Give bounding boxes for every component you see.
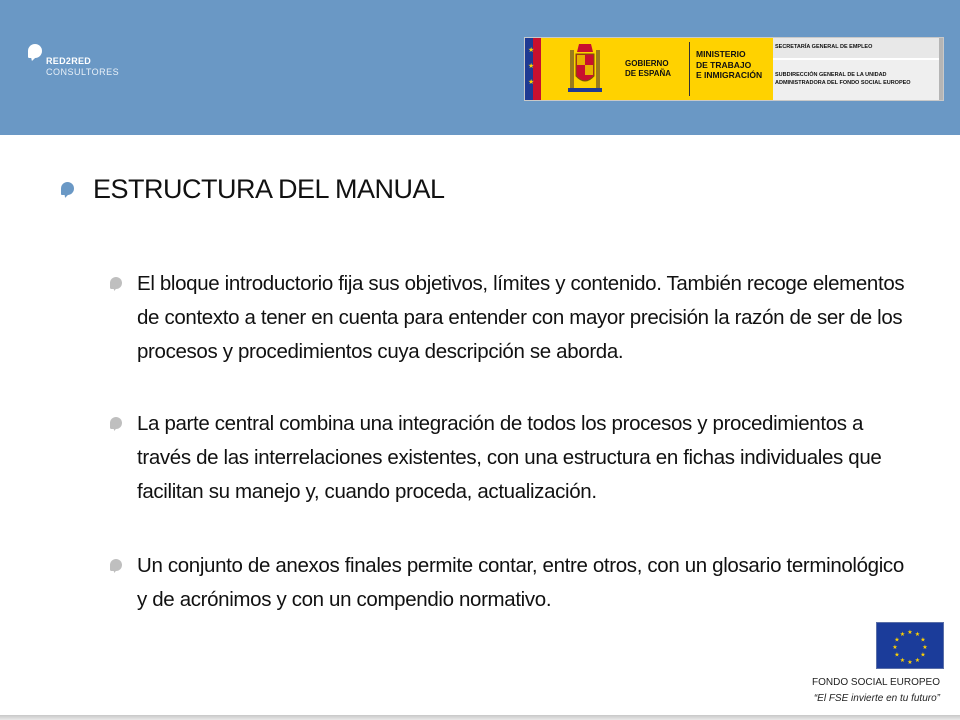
svg-text:★: ★ (914, 657, 921, 664)
speech-bubble-icon (61, 182, 74, 195)
svg-text:★: ★ (922, 644, 928, 651)
svg-text:★: ★ (907, 659, 913, 666)
bottom-divider (0, 715, 960, 720)
bullet-bubble-icon (110, 277, 122, 289)
secretaria-label: SECRETARÍA GENERAL DE EMPLEO (775, 44, 873, 50)
ministerio-label: MINISTERIO DE TRABAJO E INMIGRACIÓN (696, 49, 763, 80)
eu-caption (812, 675, 940, 707)
bullet-central: La parte central combina una integración de todos los procesos y procedimientos a través de las interrelaciones existentes, con una estructura en fichas individuales que facilitan su manejo y, cuando proceda, actualización. (137, 412, 882, 503)
svg-text:★: ★ (920, 651, 926, 659)
fund-name: FONDO SOCIAL EUROPEO (812, 677, 940, 688)
bullet-bubble-icon (110, 417, 122, 429)
fund-slogan: “El FSE invierte en tu futuro” (813, 693, 940, 704)
logo-subtitle: CONSULTORES (46, 67, 120, 77)
svg-text:★: ★ (907, 629, 913, 636)
gobierno-label: GOBIERNO DE ESPAÑA (625, 59, 672, 78)
svg-text:★: ★ (894, 636, 900, 644)
subdireccion-label: SUBDIRECCIÓN GENERAL DE LA UNIDAD ADMINISTRADORA DEL FONDO SOCIAL EUROPEO (775, 72, 911, 86)
unidad-block (773, 38, 943, 100)
svg-text:★: ★ (920, 636, 926, 644)
logo-name: RED2RED (46, 56, 92, 66)
bullet-intro: El bloque introductorio fija sus objetivos, límites y contenido. También recoge elementos de contexto a tener en cuenta para entender con mayor precisión la razón de ser de los procesos y procedimientos cuya descripción se aborda. (137, 272, 905, 363)
bullet-anexos: Un conjunto de anexos finales permite contar, entre otros, con un glosario terminológico y de acrónimos y con un compendio normativo. (137, 554, 904, 611)
government-banner (524, 37, 944, 101)
spain-flag-icon: ★ ★ ★ (525, 38, 541, 100)
gobierno-block (541, 38, 796, 100)
svg-text:★: ★ (892, 644, 898, 651)
svg-text:★: ★ (899, 631, 906, 638)
banner-divider (689, 42, 690, 96)
header-banner (0, 0, 960, 135)
eu-flag-icon (876, 622, 944, 669)
svg-text:★: ★ (894, 651, 900, 659)
bullet-bubble-icon (110, 559, 122, 571)
speech-bubble-icon (28, 44, 42, 58)
svg-text:★: ★ (914, 631, 921, 638)
svg-text:★: ★ (899, 657, 906, 664)
page-title: ESTRUCTURA DEL MANUAL (93, 174, 445, 204)
coat-of-arms-icon (567, 42, 603, 96)
